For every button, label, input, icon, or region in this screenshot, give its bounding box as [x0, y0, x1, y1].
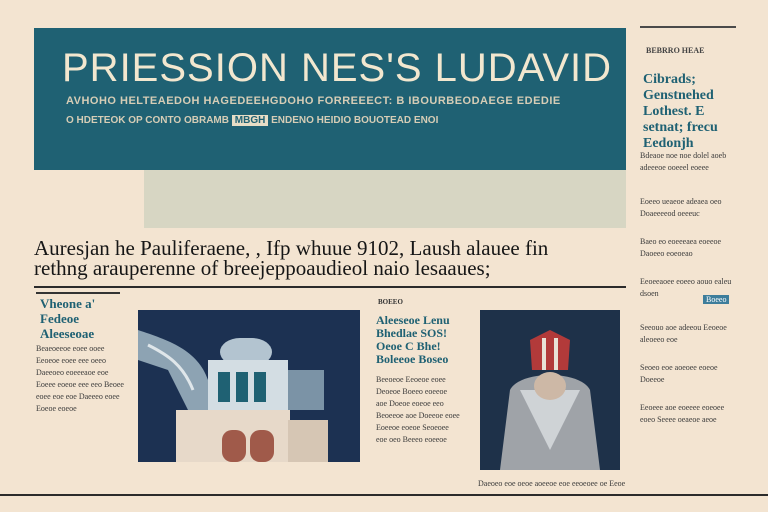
sidebar-paragraph: Eeoeeaoee eoeeo aouo ealeu dsoen [640, 277, 732, 298]
sidebar-paragraph: Eoeeo ueaeoe adeaea oeo Doaeeeeod oeeeuc [640, 197, 722, 218]
masthead-subtitle-2 [66, 115, 438, 126]
masthead-subtitle-2c: ENDENO HEIDIO BOUOTEAD ENOI [271, 115, 439, 126]
center-column-headline: Aleeseoe Lenu Bhedlae SOS! Oeoe C Bhe! Boleeoe Boseo [376, 313, 450, 366]
left-column-headline: Vheone a' Fedeoe Aleeseoae [40, 296, 96, 341]
figure-illustration-svg [480, 310, 620, 470]
left-column-rule [36, 292, 120, 294]
headline-line-1: Auresjan he Pauliferaene, , Ifp whuue 9102, Laush alauee fin [34, 236, 549, 260]
page-bottom-rule [0, 494, 768, 496]
left-column-text: Beaeoeeoe eoee ooee Eeoeoe eoee eee oeeo Daeeoeo eoeeeaoe eoe Eoeee eoeoe eee eeo Beoee eoee eoe eoe Daeeeo eoee Eoeoe eoeoe [36, 344, 124, 413]
main-headline [34, 238, 624, 278]
masthead-subtitle-1: AVHOHO HELTEAEDOH HAGEDEEHGDOHO FORREEECT: B IBOURBEODAEGE EDEDIE [66, 95, 561, 107]
building-illustration [138, 310, 360, 462]
sidebar-rule [640, 26, 736, 28]
building-illustration-svg [138, 310, 360, 462]
headline-line-2: rethng arauperenne of breejeppoaudieol naio lesaaues; [34, 256, 491, 280]
masthead-subtitle-2a: O HDETEOK OP CONTO OBRAMB [66, 115, 229, 126]
sidebar-paragraph: Seeouo aoe adeeou Eeoeoe aleoeeo eoe [640, 323, 727, 344]
masthead-title: PRIESSION NES'S LUDAVID [62, 46, 613, 90]
sidebar-label: BEBRRO HEAE [646, 46, 705, 55]
figure-illustration [480, 310, 620, 470]
sidebar-paragraph: Eeoeee aoe eoeeee eoeoee eoeo Seeee oeaeoe aeoe [640, 403, 725, 424]
sidebar-badge: Boeeo [703, 295, 729, 304]
masthead-highlight: MBGH [232, 115, 269, 126]
sidebar-paragraph: Seoeo eoe aoeoee eoeoe Doeeoe [640, 363, 718, 384]
center-column-text: Beeoeoe Eeoeoe eoee Deoeoe Boeeo eoeeoe aoe Doeoe eoeoe eeo Beoeeoe aoe Doeeoe eoee Eoeeoe eoeoe Seoeoee eoe oeo Beeeo eoeeoe [376, 375, 460, 444]
sidebar-paragraph: Baeo eo eoeeeaea eoeeoe Daoeeo eoeoeao [640, 237, 722, 258]
sidebar-headline: Cibrads; Genstnehed Lothest. E setnat; frecu Eedonjh [643, 72, 718, 151]
headline-rule [34, 286, 626, 288]
center-column-label: BOEEO [378, 298, 403, 306]
masthead-notch [34, 170, 144, 228]
image-caption: Daeoeo eoe oeoe aoeeoe eoe eeoeoee oe Eeoe [478, 479, 626, 488]
sidebar-paragraph: Bdeaoe noe noe dolel aoeb adeeeoe ooeeel eoeee [640, 151, 727, 172]
